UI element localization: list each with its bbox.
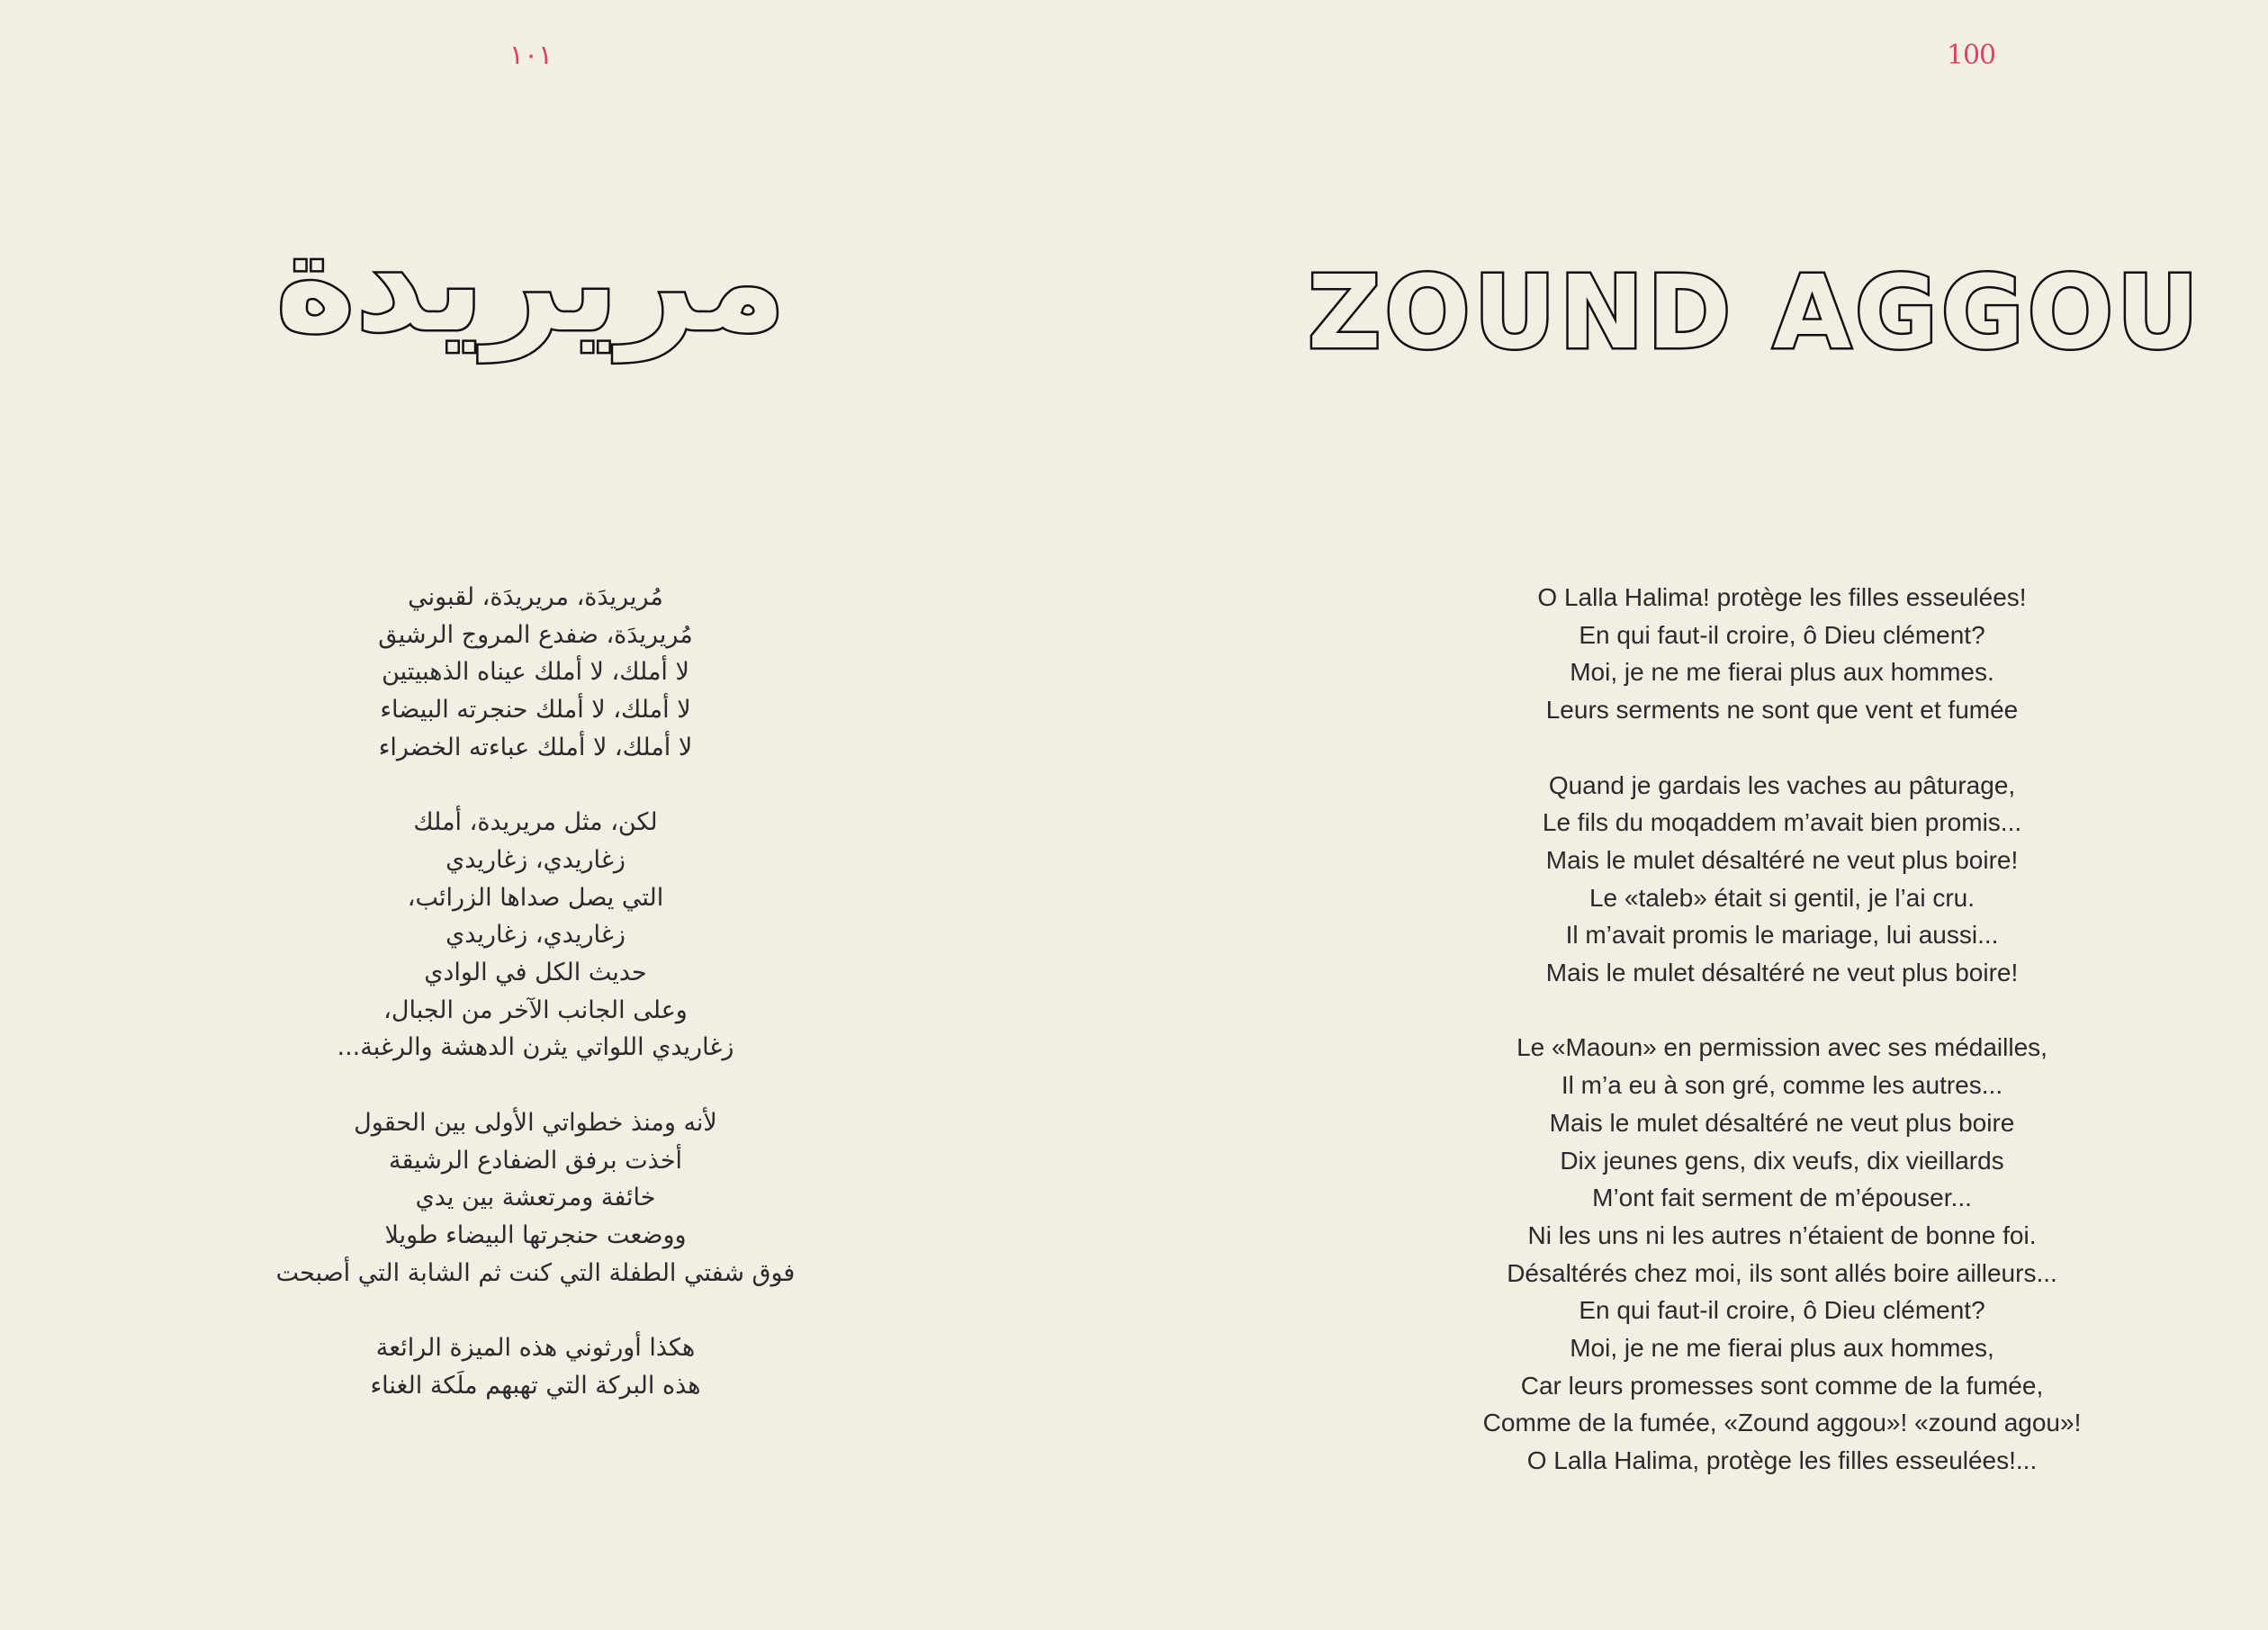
poem-line: زغاريدي اللواتي يثرن الدهشة والرغبة...: [337, 1033, 734, 1062]
poem-line: Le «Maoun» en permission avec ses médailles,: [1516, 1033, 2048, 1062]
poem-line: En qui faut-il croire, ô Dieu clément?: [1579, 620, 1985, 649]
poem-line: لكن، مثل مريريدة، أملك: [413, 808, 658, 837]
stanza: [180, 1329, 891, 1404]
poem-line: Moi, je ne me fierai plus aux hommes.: [1570, 658, 1994, 687]
stanza: [1350, 579, 2214, 729]
page-number-left: ١٠١: [508, 40, 554, 71]
poem-line: لا أملك، لا أملك عباءته الخضراء: [378, 733, 693, 761]
stanza: [180, 1104, 891, 1292]
poem-line: Mais le mulet désaltéré ne veut plus boire!: [1545, 959, 2019, 987]
poem-line: En qui faut-il croire, ô Dieu clément?: [1579, 1296, 1985, 1325]
poem-line: مُريريدَة، مريريدَة، لقبوني: [408, 583, 663, 611]
poem-line: هذه البركة التي تهبهم ملَكة الغناء: [370, 1371, 701, 1400]
stanza: [180, 804, 891, 1067]
poem-line: وعلى الجانب الآخر من الجبال،: [383, 995, 688, 1024]
poem-line: ووضعت حنجرتها البيضاء طويلا: [384, 1220, 687, 1249]
stanza: [1350, 1029, 2214, 1479]
poem-line: Car leurs promesses sont comme de la fumée,: [1520, 1371, 2044, 1400]
poem-line: هكذا أورثوني هذه الميزة الرائعة: [375, 1334, 696, 1363]
poem-line: Quand je gardais les vaches au pâturage,: [1548, 770, 2016, 799]
poem-line: مُريريدَة، ضفدع المروج الرشيق: [378, 620, 693, 649]
page-number-right: 100: [1946, 40, 1996, 71]
poem-body-french: [1350, 579, 2214, 1517]
poem-line: Le fils du moqaddem m’avait bien promis...: [1542, 808, 2022, 837]
poem-line: Moi, je ne me fierai plus aux hommes,: [1570, 1334, 1994, 1363]
poem-line: Mais le mulet désaltéré ne veut plus boire: [1549, 1108, 2015, 1137]
poem-title-french: ZOUND AGGOU: [1308, 255, 2202, 372]
poem-line: Leurs serments ne sont que vent et fumée: [1545, 696, 2019, 725]
poem-line: O Lalla Halima! protège les filles esseulées!: [1537, 583, 2027, 611]
poem-line: Ni les uns ni les autres n’étaient de bonne foi.: [1527, 1220, 2037, 1249]
poem-line: Le «taleb» était si gentil, je l’ai cru.: [1588, 883, 1976, 912]
poem-line: Dix jeunes gens, dix veufs, dix vieillards: [1560, 1146, 2004, 1175]
poem-line: حديث الكل في الوادي: [424, 959, 647, 987]
poem-line: خائفة ومرتعشة بين يدي: [415, 1184, 656, 1212]
poem-line: Désaltérés chez moi, ils sont allés boire ailleurs...: [1507, 1258, 2057, 1287]
poem-line: لأنه ومنذ خطواتي الأولى بين الحقول: [354, 1108, 717, 1137]
poem-line: لا أملك، لا أملك عيناه الذهبيتين: [382, 658, 689, 687]
poem-line: زغاريدي، زغاريدي: [446, 921, 626, 950]
poem-line: M’ont fait serment de m’épouser...: [1592, 1184, 1972, 1212]
poem-title-arabic: مريريدة: [275, 205, 787, 362]
stanza: [1350, 767, 2214, 992]
poem-line: Il m’avait promis le mariage, lui aussi...: [1565, 921, 1999, 950]
poem-body-arabic: [180, 579, 891, 1442]
poem-line: Il m’a eu à son gré, comme les autres...: [1561, 1071, 2003, 1100]
poem-line: أخذت برفق الضفادع الرشيقة: [388, 1146, 683, 1175]
poem-line: لا أملك، لا أملك حنجرته البيضاء: [380, 696, 691, 725]
poem-line: O Lalla Halima, protège les filles esseulées!...: [1526, 1446, 2038, 1475]
poem-line: فوق شفتي الطفلة التي كنت ثم الشابة التي أصبحت: [275, 1258, 796, 1287]
poem-line: Mais le mulet désaltéré ne veut plus boire!: [1545, 845, 2019, 874]
right-page: [1134, 0, 2268, 1630]
poem-line: زغاريدي، زغاريدي: [446, 845, 626, 874]
poem-line: التي يصل صداها الزرائب،: [407, 883, 664, 912]
poem-line: Comme de la fumée, «Zound aggou»! «zound agou»!: [1482, 1409, 2082, 1437]
stanza: [180, 579, 891, 767]
